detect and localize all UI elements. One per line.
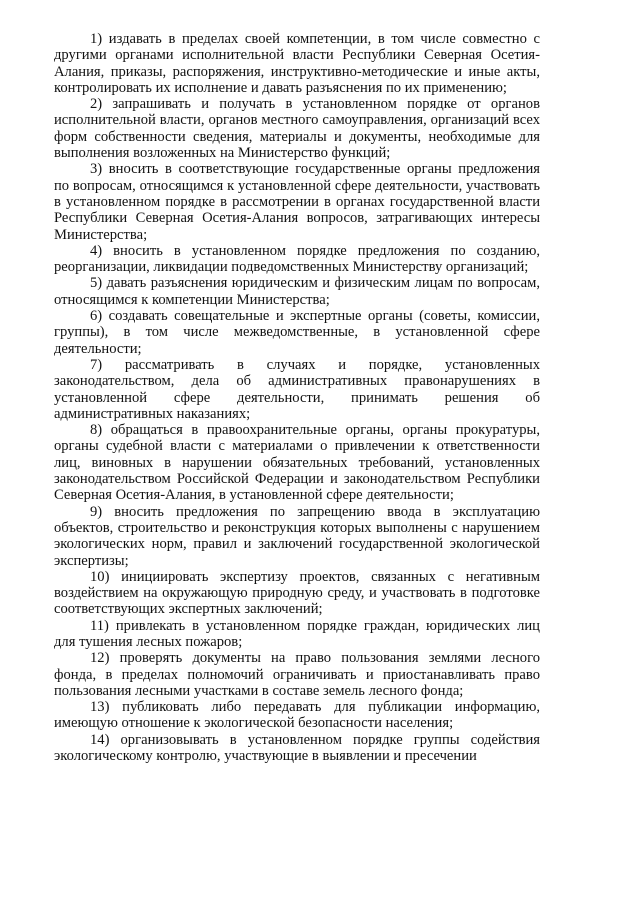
paragraph-14: 14) организовывать в установленном порядке группы содействия экологическому контролю, участвующие в выявлении и пресечении <box>54 731 540 765</box>
paragraph-13: 13) публиковать либо передавать для публикации информацию, имеющую отношение к экологической безопасности населения; <box>54 699 540 732</box>
document-page <box>54 31 540 764</box>
paragraph-6: 6) создавать совещательные и экспертные органы (советы, комиссии, группы), в том числе межведомственные, в установленной сфере деятельности; <box>54 308 540 357</box>
paragraph-4: 4) вносить в установленном порядке предложения по созданию, реорганизации, ликвидации подведомственных Министерству организаций; <box>54 242 540 276</box>
paragraph-2: 2) запрашивать и получать в установленном порядке от органов исполнительной власти, органов местного самоуправления, организаций всех форм собственности сведения, материалы и документы, необходимые для выполнения возложенных на Министерство функций; <box>54 96 540 162</box>
paragraph-1: 1) издавать в пределах своей компетенции, в том числе совместно с другими органами исполнительной власти Республики Северная Осетия-Алания, приказы, распоряжения, инструктивно-методические и иные акты, контролировать их исполнение и давать разъяснения по их применению; <box>54 31 540 96</box>
paragraph-10: 10) инициировать экспертизу проектов, связанных с негативным воздействием на окружающую природную среду, и участвовать в подготовке соответствующих экспертных заключений; <box>54 568 540 618</box>
paragraph-7: 7) рассматривать в случаях и порядке, установленных законодательством, дела об административных правонарушениях в установленной сфере деятельности, принимать решения об административных наказаниях; <box>54 356 540 422</box>
paragraph-3: 3) вносить в соответствующие государственные органы предложения по вопросам, относящимся к установленной сфере деятельности, участвовать в установленном порядке в рассмотрении в органах государственной власти Республики Северная Осетия-Алания вопросов, затрагивающих интересы Министерства; <box>54 161 540 243</box>
paragraph-11: 11) привлекать в установленном порядке граждан, юридических лиц для тушения лесных пожаров; <box>54 617 540 650</box>
paragraph-12: 12) проверять документы на право пользования землями лесного фонда, в пределах полномочий ограничивать и приостанавливать право пользования лесными участками в составе земель лесного фонда; <box>54 650 540 699</box>
paragraph-9: 9) вносить предложения по запрещению ввода в эксплуатацию объектов, строительство и реконструкция которых выполнены с нарушением экологических норм, правил и заключений государственной экологической экспертизы; <box>54 503 540 569</box>
paragraph-5: 5) давать разъяснения юридическим и физическим лицам по вопросам, относящимся к компетенции Министерства; <box>54 275 540 308</box>
paragraph-8: 8) обращаться в правоохранительные органы, органы прокуратуры, органы судебной власти с материалами о привлечении к ответственности лиц, виновных в нарушении обязательных требований, установленных законодательством Российской Федерации и законодательством Республики Северная Осетия-Алания, в установленной сфере деятельности; <box>54 422 540 504</box>
